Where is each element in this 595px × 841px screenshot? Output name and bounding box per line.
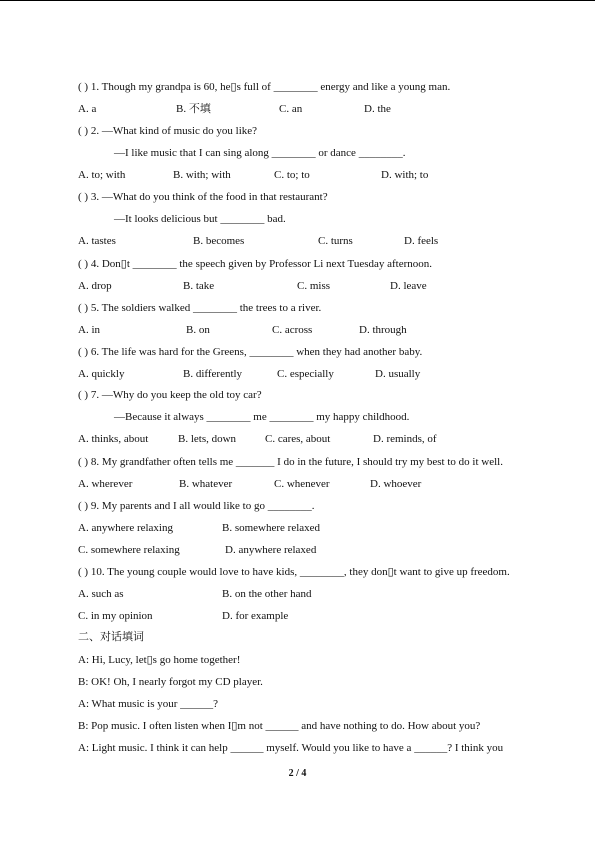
q2-option-d: D. with; to	[381, 169, 429, 181]
question-3-stem-line2: —It looks delicious but ________ bad.	[114, 213, 286, 225]
q2-option-a: A. to; with	[78, 169, 126, 181]
question-9-stem: ( ) 9. My parents and I all would like to go ________.	[78, 500, 315, 512]
q1-option-b: B. 不填	[176, 103, 211, 115]
q2-option-b: B. with; with	[173, 169, 231, 181]
q5-option-d: D. through	[359, 324, 407, 336]
question-4-stem: ( ) 4. Don▯t ________ the speech given by Professor Li next Tuesday afternoon.	[78, 258, 433, 270]
q7-option-b: B. lets, down	[178, 433, 237, 445]
question-7-stem: ( ) 7. —Why do you keep the old toy car?	[78, 389, 262, 401]
q10-option-a: A. such as	[78, 588, 124, 600]
q6-option-b: B. differently	[183, 368, 243, 380]
dialogue-line-4: B: Pop music. I often listen when I▯m not ______ and have nothing to do. How about you?	[78, 720, 481, 732]
question-6-options	[78, 368, 558, 381]
q3-option-a: A. tastes	[78, 235, 116, 247]
question-3-options	[78, 235, 558, 248]
question-2-options	[78, 169, 558, 182]
q8-option-b: B. whatever	[179, 478, 233, 490]
q3-option-c: C. turns	[318, 235, 353, 247]
section-2-title: 二、对话填词	[78, 631, 144, 643]
q8-option-a: A. wherever	[78, 478, 133, 490]
question-5-stem: ( ) 5. The soldiers walked ________ the trees to a river.	[78, 302, 322, 314]
question-1-options	[78, 103, 558, 116]
q4-option-c: C. miss	[297, 280, 331, 292]
dialogue-line-2: B: OK! Oh, I nearly forgot my CD player.	[78, 676, 263, 688]
q5-option-c: C. across	[272, 324, 313, 336]
q9-option-d: D. anywhere relaxed	[225, 544, 317, 556]
q6-option-c: C. especially	[277, 368, 334, 380]
q9-option-c: C. somewhere relaxing	[78, 544, 180, 556]
q7-option-a: A. thinks, about	[78, 433, 149, 445]
q3-option-b: B. becomes	[193, 235, 245, 247]
q1-option-c: C. an	[279, 103, 303, 115]
question-6-stem: ( ) 6. The life was hard for the Greens, ________ when they had another baby.	[78, 346, 423, 358]
question-8-stem: ( ) 8. My grandfather often tells me _______ I do in the future, I should try my best to do it well.	[78, 456, 503, 468]
question-5-options	[78, 324, 558, 337]
dialogue-line-3: A: What music is your ______?	[78, 698, 219, 710]
q4-option-b: B. take	[183, 280, 215, 292]
q8-option-c: C. whenever	[274, 478, 330, 490]
q7-option-d: D. reminds, of	[373, 433, 437, 445]
q10-option-c: C. in my opinion	[78, 610, 153, 622]
q4-option-a: A. drop	[78, 280, 112, 292]
question-2-stem: ( ) 2. —What kind of music do you like?	[78, 125, 258, 137]
question-1-stem: ( ) 1. Though my grandpa is 60, he▯s full of ________ energy and like a young man.	[78, 81, 451, 93]
question-8-options	[78, 478, 558, 491]
q1-option-a: A. a	[78, 103, 97, 115]
q9-option-a: A. anywhere relaxing	[78, 522, 173, 534]
q1-option-d: D. the	[364, 103, 391, 115]
q10-option-d: D. for example	[222, 610, 289, 622]
q5-option-a: A. in	[78, 324, 100, 336]
q9-option-b: B. somewhere relaxed	[222, 522, 321, 534]
question-9-options-row1	[78, 522, 558, 535]
dialogue-line-1: A: Hi, Lucy, let▯s go home together!	[78, 654, 241, 666]
question-2-stem-line2: —I like music that I can sing along ________ or dance ________.	[114, 147, 406, 159]
q4-option-d: D. leave	[390, 280, 427, 292]
q2-option-c: C. to; to	[274, 169, 310, 181]
q7-option-c: C. cares, about	[265, 433, 331, 445]
question-3-stem: ( ) 3. —What do you think of the food in that restaurant?	[78, 191, 328, 203]
q10-option-b: B. on the other hand	[222, 588, 312, 600]
q5-option-b: B. on	[186, 324, 210, 336]
question-7-stem-line2: —Because it always ________ me ________ my happy childhood.	[114, 411, 410, 423]
page-top-border	[0, 0, 595, 1]
question-10-stem: ( ) 10. The young couple would love to have kids, ________, they don▯t want to give up freedom.	[78, 566, 510, 578]
question-10-options-row1	[78, 588, 558, 601]
question-4-options	[78, 280, 558, 293]
page-number: 2 / 4	[288, 768, 307, 779]
q6-option-d: D. usually	[375, 368, 421, 380]
question-10-options-row2	[78, 610, 558, 623]
q6-option-a: A. quickly	[78, 368, 125, 380]
dialogue-line-5: A: Light music. I think it can help ______ myself. Would you like to have a ______? I think you	[78, 742, 504, 754]
q8-option-d: D. whoever	[370, 478, 422, 490]
question-7-options	[78, 433, 558, 446]
q3-option-d: D. feels	[404, 235, 439, 247]
question-9-options-row2	[78, 544, 558, 557]
